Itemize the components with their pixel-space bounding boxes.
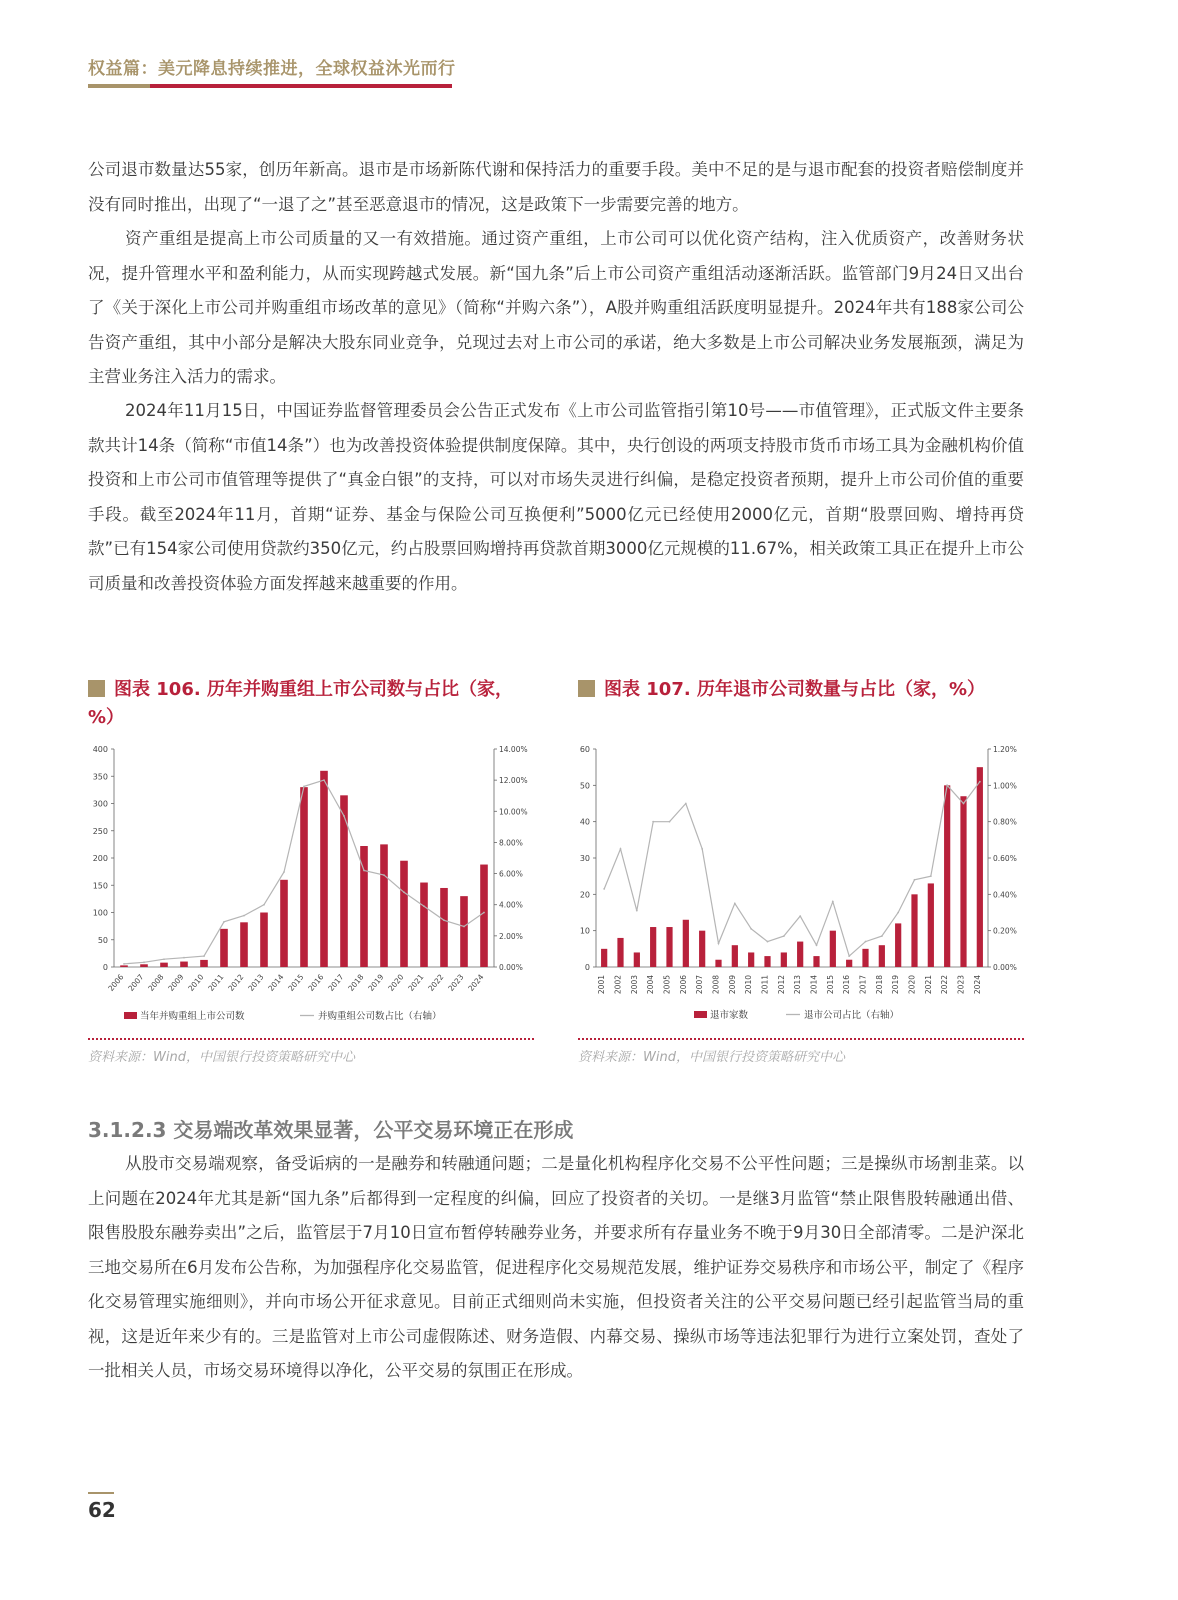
running-header-title: 权益篇：美元降息持续推进，全球权益沐光而行 [88, 59, 456, 79]
legend-bar-swatch [694, 1011, 707, 1018]
left-tick-label: 0 [584, 963, 590, 972]
left-tick-label: 400 [92, 745, 108, 754]
ratio-point-2024 [979, 781, 981, 783]
bar-2015 [830, 931, 836, 967]
chart-106-source: 资料来源：Wind，中国银行投资策略研究中心 [88, 1050, 355, 1065]
chart-106-divider [88, 1038, 534, 1040]
ratio-point-2008 [163, 958, 165, 960]
ratio-point-2009 [734, 903, 736, 905]
legend-bar-swatch [124, 1012, 137, 1019]
ratio-point-2006 [685, 803, 687, 805]
right-tick-label: 1.00% [993, 781, 1017, 791]
x-tick-label: 2009 [166, 972, 186, 993]
ratio-point-2023 [963, 803, 965, 805]
paragraph-delisting: 公司退市数量达55家，创历年新高。退市是市场新陈代谢和保持活力的重要手段。美中不足的是与退市配套的投资者赔偿制度并没有同时推出，出现了“一退了之”甚至恶意退市的情况，这是政策下一步需要完善的地方。 [88, 160, 1024, 214]
header-rule-gold [88, 84, 150, 88]
chart-107-divider [578, 1038, 1024, 1040]
x-tick-label: 2019 [891, 975, 901, 995]
legend-bar-label: 退市家数 [710, 1010, 749, 1021]
x-tick-label: 2015 [286, 972, 306, 993]
bar-2022 [944, 785, 950, 967]
ratio-point-2006 [123, 963, 125, 965]
x-tick-label: 2016 [842, 975, 852, 995]
ratio-series-line [604, 782, 980, 956]
x-tick-label: 2021 [923, 975, 933, 995]
x-tick-label: 2020 [386, 972, 406, 993]
ratio-point-2016 [848, 955, 850, 957]
ratio-point-2001 [603, 888, 605, 890]
x-tick-label: 2012 [226, 972, 246, 993]
bar-2023 [460, 896, 468, 967]
ratio-point-2017 [343, 815, 345, 817]
right-tick-label: 14.00% [499, 745, 528, 754]
legend-line-label: 退市公司占比（右轴） [804, 1010, 900, 1021]
paragraph-restructuring: 资产重组是提高上市公司质量的又一有效措施。通过资产重组，上市公司可以优化资产结构，注入优质资产，改善财务状况，提升管理水平和盈利能力，从而实现跨越式发展。新“国九条”后上市公司资产重组活动逐渐活跃。监管部门9月24日又出台了《关于深化上市公司并购重组市场改革的意见》（简称“并购六条”），A股并购重组活跃度明显提升。2024年共有188家公司公告资产重组，其中小部分是解决大股东同业竞争，兑现过去对上市公司的承诺，绝大多数是上市公司解决业务发展瓶颈，满足为主营业务注入活力的需求。 [88, 229, 1024, 386]
paragraph-market-value: 2024年11月15日，中国证券监督管理委员会公告正式发布《上市公司监管指引第10号——市值管理》，正式版文件主要条款共计14条（简称“市值14条”）也为改善投资体验提供制度保障。其中，央行创设的两项支持股市货币市场工具为金融机构价值投资和上市公司市值管理等提供了“真金白银”的支持，可以对市场失灵进行纠偏，是稳定投资者预期，提升上市公司价值的重要手段。截至2024年11月，首期“证券、基金与保险公司互换便利”5000亿元已经使用2000亿元，首期“股票回购、增持再贷款”已有154家公司使用贷款约350亿元，约占股票回购增持再贷款首期3000亿元规模的11.67%，相关政策工具正在提升上市公司质量和改善投资体验方面发挥越来越重要的作用。 [88, 401, 1024, 593]
bar-2006 [120, 965, 128, 967]
x-tick-label: 2007 [695, 975, 705, 995]
x-tick-label: 2010 [744, 975, 754, 995]
x-tick-label: 2013 [246, 972, 266, 993]
ratio-point-2020 [403, 891, 405, 893]
page-number: 62 [88, 1498, 116, 1522]
ratio-point-2018 [363, 870, 365, 872]
x-tick-label: 2024 [466, 972, 486, 993]
x-tick-label: 2015 [825, 975, 835, 995]
x-tick-label: 2005 [662, 975, 672, 995]
bar-2016 [320, 771, 328, 967]
bar-2017 [862, 949, 868, 967]
ratio-point-2008 [718, 942, 720, 944]
title-square-icon [578, 680, 595, 697]
x-tick-label: 2006 [678, 975, 688, 995]
legend-bar-label: 当年并购重组上市公司数 [140, 1011, 245, 1022]
right-tick-label: 8.00% [499, 838, 523, 848]
left-tick-label: 150 [92, 881, 108, 891]
ratio-point-2015 [832, 901, 834, 903]
right-tick-label: 1.20% [993, 745, 1017, 754]
x-tick-label: 2010 [186, 972, 206, 993]
ratio-point-2003 [636, 910, 638, 912]
right-tick-label: 4.00% [499, 900, 523, 910]
ratio-point-2004 [652, 821, 654, 823]
bar-2021 [928, 883, 934, 967]
x-tick-label: 2023 [446, 972, 466, 993]
ratio-point-2019 [383, 874, 385, 876]
x-tick-label: 2021 [406, 972, 426, 993]
left-tick-label: 250 [92, 826, 108, 836]
ratio-point-2012 [783, 935, 785, 937]
left-tick-label: 50 [97, 935, 108, 945]
bar-2003 [634, 952, 640, 967]
ratio-point-2018 [881, 935, 883, 937]
left-tick-label: 40 [579, 817, 590, 827]
bar-2011 [764, 956, 770, 967]
ratio-point-2013 [263, 904, 265, 906]
x-tick-label: 2013 [793, 975, 803, 995]
bar-2008 [715, 960, 721, 967]
bar-2008 [160, 963, 168, 967]
right-tick-label: 0.20% [993, 926, 1017, 936]
left-tick-label: 30 [579, 854, 590, 863]
x-tick-label: 2017 [326, 972, 346, 993]
x-tick-label: 2008 [146, 972, 166, 993]
ratio-point-2005 [669, 821, 671, 823]
bar-2023 [960, 796, 966, 967]
ratio-point-2015 [303, 785, 305, 787]
chart-107-delistings [572, 738, 1032, 1034]
x-tick-label: 2023 [956, 975, 966, 995]
bar-2007 [699, 931, 705, 967]
ratio-point-2007 [143, 961, 145, 963]
ratio-point-2011 [223, 921, 225, 923]
title-square-icon [88, 680, 105, 697]
left-tick-label: 50 [579, 781, 590, 791]
ratio-point-2021 [423, 905, 425, 907]
bar-2017 [340, 795, 348, 967]
ratio-point-2016 [323, 779, 325, 781]
x-tick-label: 2002 [613, 975, 623, 995]
bar-2020 [400, 861, 408, 967]
x-tick-label: 2016 [306, 972, 326, 993]
ratio-point-2011 [767, 941, 769, 943]
chart-106-title-text: 图表 106. 历年并购重组上市公司数与占比（家，%） [88, 679, 513, 728]
left-tick-label: 300 [92, 799, 108, 809]
page-number-rule [88, 1492, 114, 1494]
bar-2015 [300, 787, 308, 967]
bar-2014 [280, 880, 288, 967]
left-tick-label: 200 [92, 854, 108, 863]
paragraph-trading-reform: 从股市交易端观察，备受诟病的一是融券和转融通问题；二是量化机构程序化交易不公平性问题；三是操纵市场割韭菜。以上问题在2024年尤其是新“国九条”后都得到一定程度的纠偏，回应了投资者的关切。一是继3月监管“禁止限售股转融通出借、限售股股东融券卖出”之后，监管层于7月10日宣布暂停转融券业务，并要求所有存量业务不晚于9月30日全部清零。二是沪深北三地交易所在6月发布公告称，为加强程序化交易监管，促进程序化交易规范发展，维护证券交易秩序和市场公平，制定了《程序化交易管理实施细则》，并向市场公开征求意见。目前正式细则尚未实施，但投资者关注的公平交易问题已经引起监管当局的重视，这是近年来少有的。三是监管对上市公司虚假陈述、财务造假、内幕交易、操纵市场等违法犯罪行为进行立案处罚，查处了一批相关人员，市场交易环境得以净化，公平交易的氛围正在形成。 [88, 1154, 1024, 1380]
ratio-point-2022 [443, 919, 445, 921]
legend-line-label: 并购重组公司数占比（右轴） [318, 1011, 442, 1022]
x-tick-label: 2008 [711, 975, 721, 995]
ratio-point-2017 [865, 941, 867, 943]
ratio-point-2024 [483, 912, 485, 914]
x-tick-label: 2014 [266, 972, 286, 993]
x-tick-label: 2006 [106, 972, 126, 993]
x-tick-label: 2019 [366, 972, 386, 993]
ratio-point-2012 [243, 915, 245, 917]
bar-2019 [380, 844, 388, 967]
bar-2020 [911, 894, 917, 967]
bar-2004 [650, 927, 656, 967]
ratio-point-2019 [897, 912, 899, 914]
chart-107-title-text: 图表 107. 历年退市公司数量与占比（家，%） [604, 679, 985, 700]
bar-2021 [420, 883, 428, 967]
ratio-point-2007 [701, 848, 703, 850]
bar-2010 [200, 960, 208, 967]
bar-2013 [260, 913, 268, 968]
right-tick-label: 2.00% [499, 931, 523, 941]
ratio-point-2022 [946, 784, 948, 786]
bar-2001 [601, 949, 607, 967]
bar-2013 [797, 942, 803, 967]
bar-2011 [220, 929, 228, 967]
bar-2012 [781, 952, 787, 967]
x-tick-label: 2011 [206, 972, 226, 993]
right-tick-label: 0.00% [993, 963, 1017, 972]
bar-2002 [617, 938, 623, 967]
bar-2024 [977, 767, 983, 967]
x-tick-label: 2003 [629, 975, 639, 995]
x-tick-label: 2012 [776, 975, 786, 995]
x-tick-label: 2017 [858, 975, 868, 995]
left-tick-label: 60 [579, 745, 590, 754]
left-tick-label: 0 [102, 963, 108, 972]
bar-2024 [480, 865, 488, 967]
left-tick-label: 20 [579, 890, 590, 900]
x-tick-label: 2024 [972, 975, 982, 995]
x-tick-label: 2011 [760, 975, 770, 995]
ratio-point-2010 [203, 955, 205, 957]
bar-2009 [180, 962, 188, 967]
x-tick-label: 2001 [597, 975, 607, 995]
section-heading: 3.1.2.3 交易端改革效果显著，公平交易环境正在形成 [88, 1118, 574, 1142]
bar-2009 [732, 945, 738, 967]
chart-107-title [578, 676, 1028, 704]
bar-2016 [846, 960, 852, 967]
ratio-point-2009 [183, 957, 185, 959]
left-tick-label: 10 [579, 926, 590, 936]
bar-2005 [666, 927, 672, 967]
chart-107-source: 资料来源：Wind，中国银行投资策略研究中心 [578, 1050, 845, 1065]
left-tick-label: 100 [92, 908, 108, 918]
right-tick-label: 6.00% [499, 869, 523, 879]
bar-2012 [240, 922, 248, 967]
header-rule-red [150, 84, 452, 88]
right-tick-label: 0.40% [993, 890, 1017, 900]
ratio-point-2013 [799, 915, 801, 917]
right-tick-label: 12.00% [499, 776, 528, 786]
ratio-point-2021 [930, 875, 932, 877]
right-tick-label: 0.80% [993, 817, 1017, 827]
ratio-point-2002 [620, 848, 622, 850]
chart-106-title [88, 676, 528, 732]
bar-2006 [683, 920, 689, 967]
x-tick-label: 2009 [727, 975, 737, 995]
x-tick-label: 2004 [646, 975, 656, 995]
x-tick-label: 2018 [346, 972, 366, 993]
right-tick-label: 0.60% [993, 854, 1017, 863]
ratio-point-2014 [816, 944, 818, 946]
ratio-point-2023 [463, 926, 465, 928]
x-tick-label: 2018 [874, 975, 884, 995]
left-tick-label: 350 [92, 772, 108, 782]
bar-2018 [879, 945, 885, 967]
x-tick-label: 2014 [809, 975, 819, 995]
bar-2019 [895, 923, 901, 967]
x-tick-label: 2022 [426, 972, 446, 993]
ratio-point-2020 [914, 879, 916, 881]
right-tick-label: 0.00% [499, 963, 523, 972]
chart-106-mergers [84, 738, 544, 1034]
bar-2010 [748, 952, 754, 967]
bar-2022 [440, 888, 448, 967]
right-tick-label: 10.00% [499, 807, 528, 817]
x-tick-label: 2022 [940, 975, 950, 995]
bar-2007 [140, 964, 148, 967]
x-tick-label: 2020 [907, 975, 917, 995]
ratio-point-2010 [750, 928, 752, 930]
ratio-point-2014 [283, 871, 285, 873]
x-tick-label: 2007 [126, 972, 146, 993]
bar-2014 [813, 956, 819, 967]
